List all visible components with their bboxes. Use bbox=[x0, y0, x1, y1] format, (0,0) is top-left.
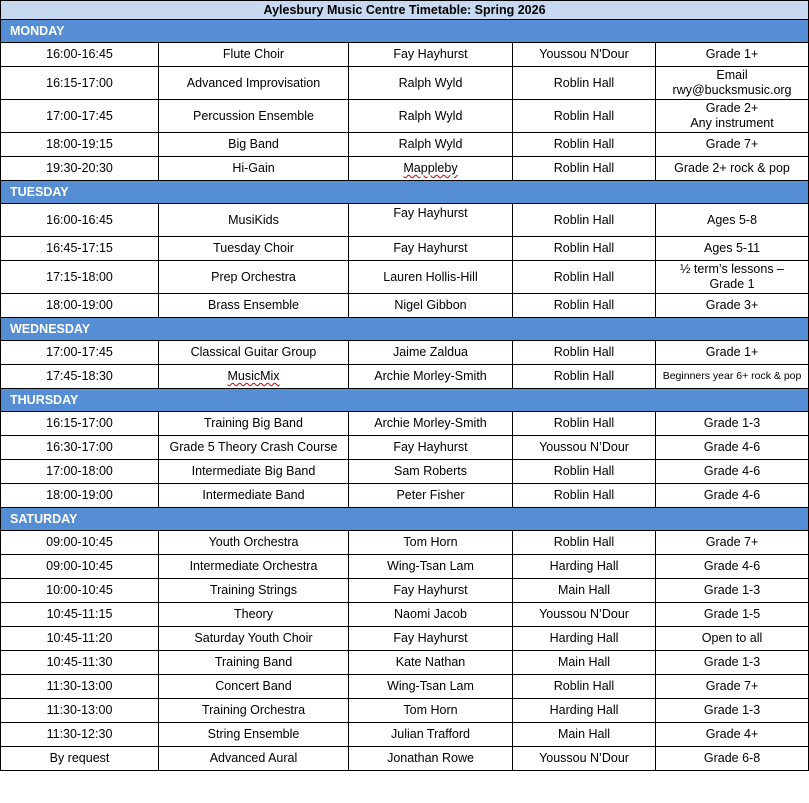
level-cell: Grade 4-6 bbox=[656, 484, 809, 508]
table-row bbox=[1, 100, 809, 133]
activity-cell bbox=[159, 365, 349, 389]
day-header-wednesday: WEDNESDAY bbox=[1, 318, 809, 341]
tutor-cell: Fay Hayhurst bbox=[349, 237, 513, 261]
activity-cell: Youth Orchestra bbox=[159, 531, 349, 555]
level-cell: Grade 7+ bbox=[656, 531, 809, 555]
day-header-row bbox=[1, 318, 809, 341]
time-cell: 10:45-11:30 bbox=[1, 651, 159, 675]
activity-cell: Intermediate Orchestra bbox=[159, 555, 349, 579]
venue-cell: Main Hall bbox=[513, 579, 656, 603]
tutor-name-spellcheck: Mappleby bbox=[403, 161, 458, 175]
time-cell: 16:00-16:45 bbox=[1, 204, 159, 237]
venue-cell: Roblin Hall bbox=[513, 261, 656, 294]
venue-cell: Roblin Hall bbox=[513, 341, 656, 365]
day-header-saturday: SATURDAY bbox=[1, 508, 809, 531]
activity-cell: Advanced Improvisation bbox=[159, 67, 349, 100]
level-cell: Grade 7+ bbox=[656, 133, 809, 157]
table-row bbox=[1, 675, 809, 699]
level-line-2: Any instrument bbox=[690, 116, 774, 130]
table-row bbox=[1, 531, 809, 555]
table-row bbox=[1, 294, 809, 318]
level-cell: Grade 4-6 bbox=[656, 460, 809, 484]
level-cell bbox=[656, 67, 809, 100]
level-cell: Grade 1-3 bbox=[656, 579, 809, 603]
time-cell: 11:30-13:00 bbox=[1, 699, 159, 723]
tutor-cell: Kate Nathan bbox=[349, 651, 513, 675]
table-row bbox=[1, 699, 809, 723]
venue-cell: Roblin Hall bbox=[513, 237, 656, 261]
level-cell: Grade 1+ bbox=[656, 43, 809, 67]
tutor-cell: Naomi Jacob bbox=[349, 603, 513, 627]
time-cell: 09:00-10:45 bbox=[1, 531, 159, 555]
table-row bbox=[1, 365, 809, 389]
level-cell: Grade 3+ bbox=[656, 294, 809, 318]
table-row bbox=[1, 67, 809, 100]
venue-cell: Youssou N’Dour bbox=[513, 436, 656, 460]
time-cell: By request bbox=[1, 747, 159, 771]
tutor-cell: Archie Morley-Smith bbox=[349, 365, 513, 389]
time-cell: 10:45-11:20 bbox=[1, 627, 159, 651]
day-header-monday: MONDAY bbox=[1, 20, 809, 43]
activity-cell: Concert Band bbox=[159, 675, 349, 699]
tutor-cell: Archie Morley-Smith bbox=[349, 412, 513, 436]
tutor-cell: Ralph Wyld bbox=[349, 133, 513, 157]
level-cell: Grade 7+ bbox=[656, 675, 809, 699]
venue-cell: Youssou N’Dour bbox=[513, 603, 656, 627]
tutor-name: Fay Hayhurst bbox=[393, 205, 468, 220]
tutor-cell: Jonathan Rowe bbox=[349, 747, 513, 771]
table-row bbox=[1, 651, 809, 675]
table-row bbox=[1, 133, 809, 157]
tutor-cell: Peter Fisher bbox=[349, 484, 513, 508]
activity-cell: Intermediate Band bbox=[159, 484, 349, 508]
time-cell: 10:45-11:15 bbox=[1, 603, 159, 627]
table-row bbox=[1, 579, 809, 603]
venue-cell: Youssou N'Dour bbox=[513, 43, 656, 67]
level-line-1: Email bbox=[716, 68, 748, 82]
activity-cell: MusiKids bbox=[159, 204, 349, 237]
time-cell: 16:15-17:00 bbox=[1, 412, 159, 436]
tutor-cell: Tom Horn bbox=[349, 531, 513, 555]
time-cell: 16:30-17:00 bbox=[1, 436, 159, 460]
venue-cell: Harding Hall bbox=[513, 555, 656, 579]
tutor-cell: Tom Horn bbox=[349, 699, 513, 723]
title-row bbox=[1, 1, 809, 20]
activity-cell: Saturday Youth Choir bbox=[159, 627, 349, 651]
venue-cell: Roblin Hall bbox=[513, 67, 656, 100]
venue-cell: Roblin Hall bbox=[513, 412, 656, 436]
table-row bbox=[1, 157, 809, 181]
venue-cell: Roblin Hall bbox=[513, 531, 656, 555]
venue-cell: Roblin Hall bbox=[513, 157, 656, 181]
level-cell: Grade 1-3 bbox=[656, 651, 809, 675]
activity-cell: Grade 5 Theory Crash Course bbox=[159, 436, 349, 460]
venue-cell: Harding Hall bbox=[513, 627, 656, 651]
activity-cell: Training Orchestra bbox=[159, 699, 349, 723]
level-line-2: Grade 1 bbox=[709, 277, 755, 291]
tutor-cell: Wing-Tsan Lam bbox=[349, 555, 513, 579]
tutor-cell bbox=[349, 204, 513, 237]
level-cell: Beginners year 6+ rock & pop bbox=[656, 365, 809, 389]
time-cell: 18:00-19:15 bbox=[1, 133, 159, 157]
day-header-tuesday: TUESDAY bbox=[1, 181, 809, 204]
tutor-cell: Sam Roberts bbox=[349, 460, 513, 484]
tutor-cell: Fay Hayhurst bbox=[349, 436, 513, 460]
level-cell: Grade 4-6 bbox=[656, 436, 809, 460]
time-cell: 16:15-17:00 bbox=[1, 67, 159, 100]
table-row bbox=[1, 436, 809, 460]
tutor-cell: Julian Trafford bbox=[349, 723, 513, 747]
activity-cell: Hi-Gain bbox=[159, 157, 349, 181]
table-row bbox=[1, 484, 809, 508]
activity-cell: Big Band bbox=[159, 133, 349, 157]
table-row bbox=[1, 43, 809, 67]
activity-cell: Intermediate Big Band bbox=[159, 460, 349, 484]
time-cell: 16:45-17:15 bbox=[1, 237, 159, 261]
venue-cell: Roblin Hall bbox=[513, 460, 656, 484]
time-cell: 17:00-18:00 bbox=[1, 460, 159, 484]
venue-cell: Roblin Hall bbox=[513, 100, 656, 133]
activity-cell: Training Big Band bbox=[159, 412, 349, 436]
activity-cell: Brass Ensemble bbox=[159, 294, 349, 318]
venue-cell: Roblin Hall bbox=[513, 204, 656, 237]
venue-cell: Main Hall bbox=[513, 723, 656, 747]
activity-cell: String Ensemble bbox=[159, 723, 349, 747]
table-row bbox=[1, 555, 809, 579]
time-cell: 11:30-13:00 bbox=[1, 675, 159, 699]
venue-cell: Harding Hall bbox=[513, 699, 656, 723]
activity-cell: Advanced Aural bbox=[159, 747, 349, 771]
level-cell: Grade 6-8 bbox=[656, 747, 809, 771]
table-row bbox=[1, 603, 809, 627]
activity-cell: Training Band bbox=[159, 651, 349, 675]
table-row bbox=[1, 460, 809, 484]
level-cell: Grade 1-5 bbox=[656, 603, 809, 627]
level-cell bbox=[656, 100, 809, 133]
time-cell: 18:00-19:00 bbox=[1, 484, 159, 508]
venue-cell: Main Hall bbox=[513, 651, 656, 675]
activity-cell: Flute Choir bbox=[159, 43, 349, 67]
level-cell bbox=[656, 261, 809, 294]
table-row bbox=[1, 204, 809, 237]
level-cell: Ages 5-11 bbox=[656, 237, 809, 261]
time-cell: 10:00-10:45 bbox=[1, 579, 159, 603]
day-header-thursday: THURSDAY bbox=[1, 389, 809, 412]
contact-email-link[interactable]: rwy@bucksmusic.org bbox=[672, 83, 792, 97]
level-cell: Ages 5-8 bbox=[656, 204, 809, 237]
tutor-cell: Fay Hayhurst bbox=[349, 43, 513, 67]
table-row bbox=[1, 237, 809, 261]
tutor-cell: Ralph Wyld bbox=[349, 100, 513, 133]
day-header-row bbox=[1, 508, 809, 531]
table-row bbox=[1, 412, 809, 436]
table-row bbox=[1, 723, 809, 747]
table-row bbox=[1, 627, 809, 651]
table-row bbox=[1, 341, 809, 365]
venue-cell: Roblin Hall bbox=[513, 294, 656, 318]
level-cell: Grade 1-3 bbox=[656, 412, 809, 436]
table-row bbox=[1, 747, 809, 771]
tutor-cell: Wing-Tsan Lam bbox=[349, 675, 513, 699]
day-header-row bbox=[1, 20, 809, 43]
tutor-cell: Ralph Wyld bbox=[349, 67, 513, 100]
time-cell: 19:30-20:30 bbox=[1, 157, 159, 181]
level-cell: Open to all bbox=[656, 627, 809, 651]
tutor-cell bbox=[349, 157, 513, 181]
activity-cell: Training Strings bbox=[159, 579, 349, 603]
level-cell: Grade 1+ bbox=[656, 341, 809, 365]
time-cell: 17:00-17:45 bbox=[1, 341, 159, 365]
tutor-cell: Lauren Hollis-Hill bbox=[349, 261, 513, 294]
activity-name-spellcheck: MusicMix bbox=[227, 369, 280, 383]
time-cell: 16:00-16:45 bbox=[1, 43, 159, 67]
activity-cell: Theory bbox=[159, 603, 349, 627]
activity-cell: Classical Guitar Group bbox=[159, 341, 349, 365]
venue-cell: Roblin Hall bbox=[513, 675, 656, 699]
level-cell: Grade 4-6 bbox=[656, 555, 809, 579]
day-header-row bbox=[1, 181, 809, 204]
activity-cell: Percussion Ensemble bbox=[159, 100, 349, 133]
level-cell: Grade 2+ rock & pop bbox=[656, 157, 809, 181]
table-row bbox=[1, 261, 809, 294]
activity-cell: Tuesday Choir bbox=[159, 237, 349, 261]
venue-cell: Roblin Hall bbox=[513, 484, 656, 508]
time-cell: 11:30-12:30 bbox=[1, 723, 159, 747]
timetable-title: Aylesbury Music Centre Timetable: Spring 2026 bbox=[1, 1, 809, 20]
time-cell: 17:00-17:45 bbox=[1, 100, 159, 133]
venue-cell: Youssou N’Dour bbox=[513, 747, 656, 771]
time-cell: 17:15-18:00 bbox=[1, 261, 159, 294]
venue-cell: Roblin Hall bbox=[513, 365, 656, 389]
level-cell: Grade 4+ bbox=[656, 723, 809, 747]
tutor-cell: Fay Hayhurst bbox=[349, 579, 513, 603]
tutor-cell: Fay Hayhurst bbox=[349, 627, 513, 651]
day-header-row bbox=[1, 389, 809, 412]
level-line-1: ½ term’s lessons – bbox=[680, 262, 785, 276]
time-cell: 18:00-19:00 bbox=[1, 294, 159, 318]
time-cell: 17:45-18:30 bbox=[1, 365, 159, 389]
level-cell: Grade 1-3 bbox=[656, 699, 809, 723]
tutor-cell: Jaime Zaldua bbox=[349, 341, 513, 365]
activity-cell: Prep Orchestra bbox=[159, 261, 349, 294]
tutor-cell: Nigel Gibbon bbox=[349, 294, 513, 318]
time-cell: 09:00-10:45 bbox=[1, 555, 159, 579]
level-line-1: Grade 2+ bbox=[705, 101, 759, 115]
venue-cell: Roblin Hall bbox=[513, 133, 656, 157]
